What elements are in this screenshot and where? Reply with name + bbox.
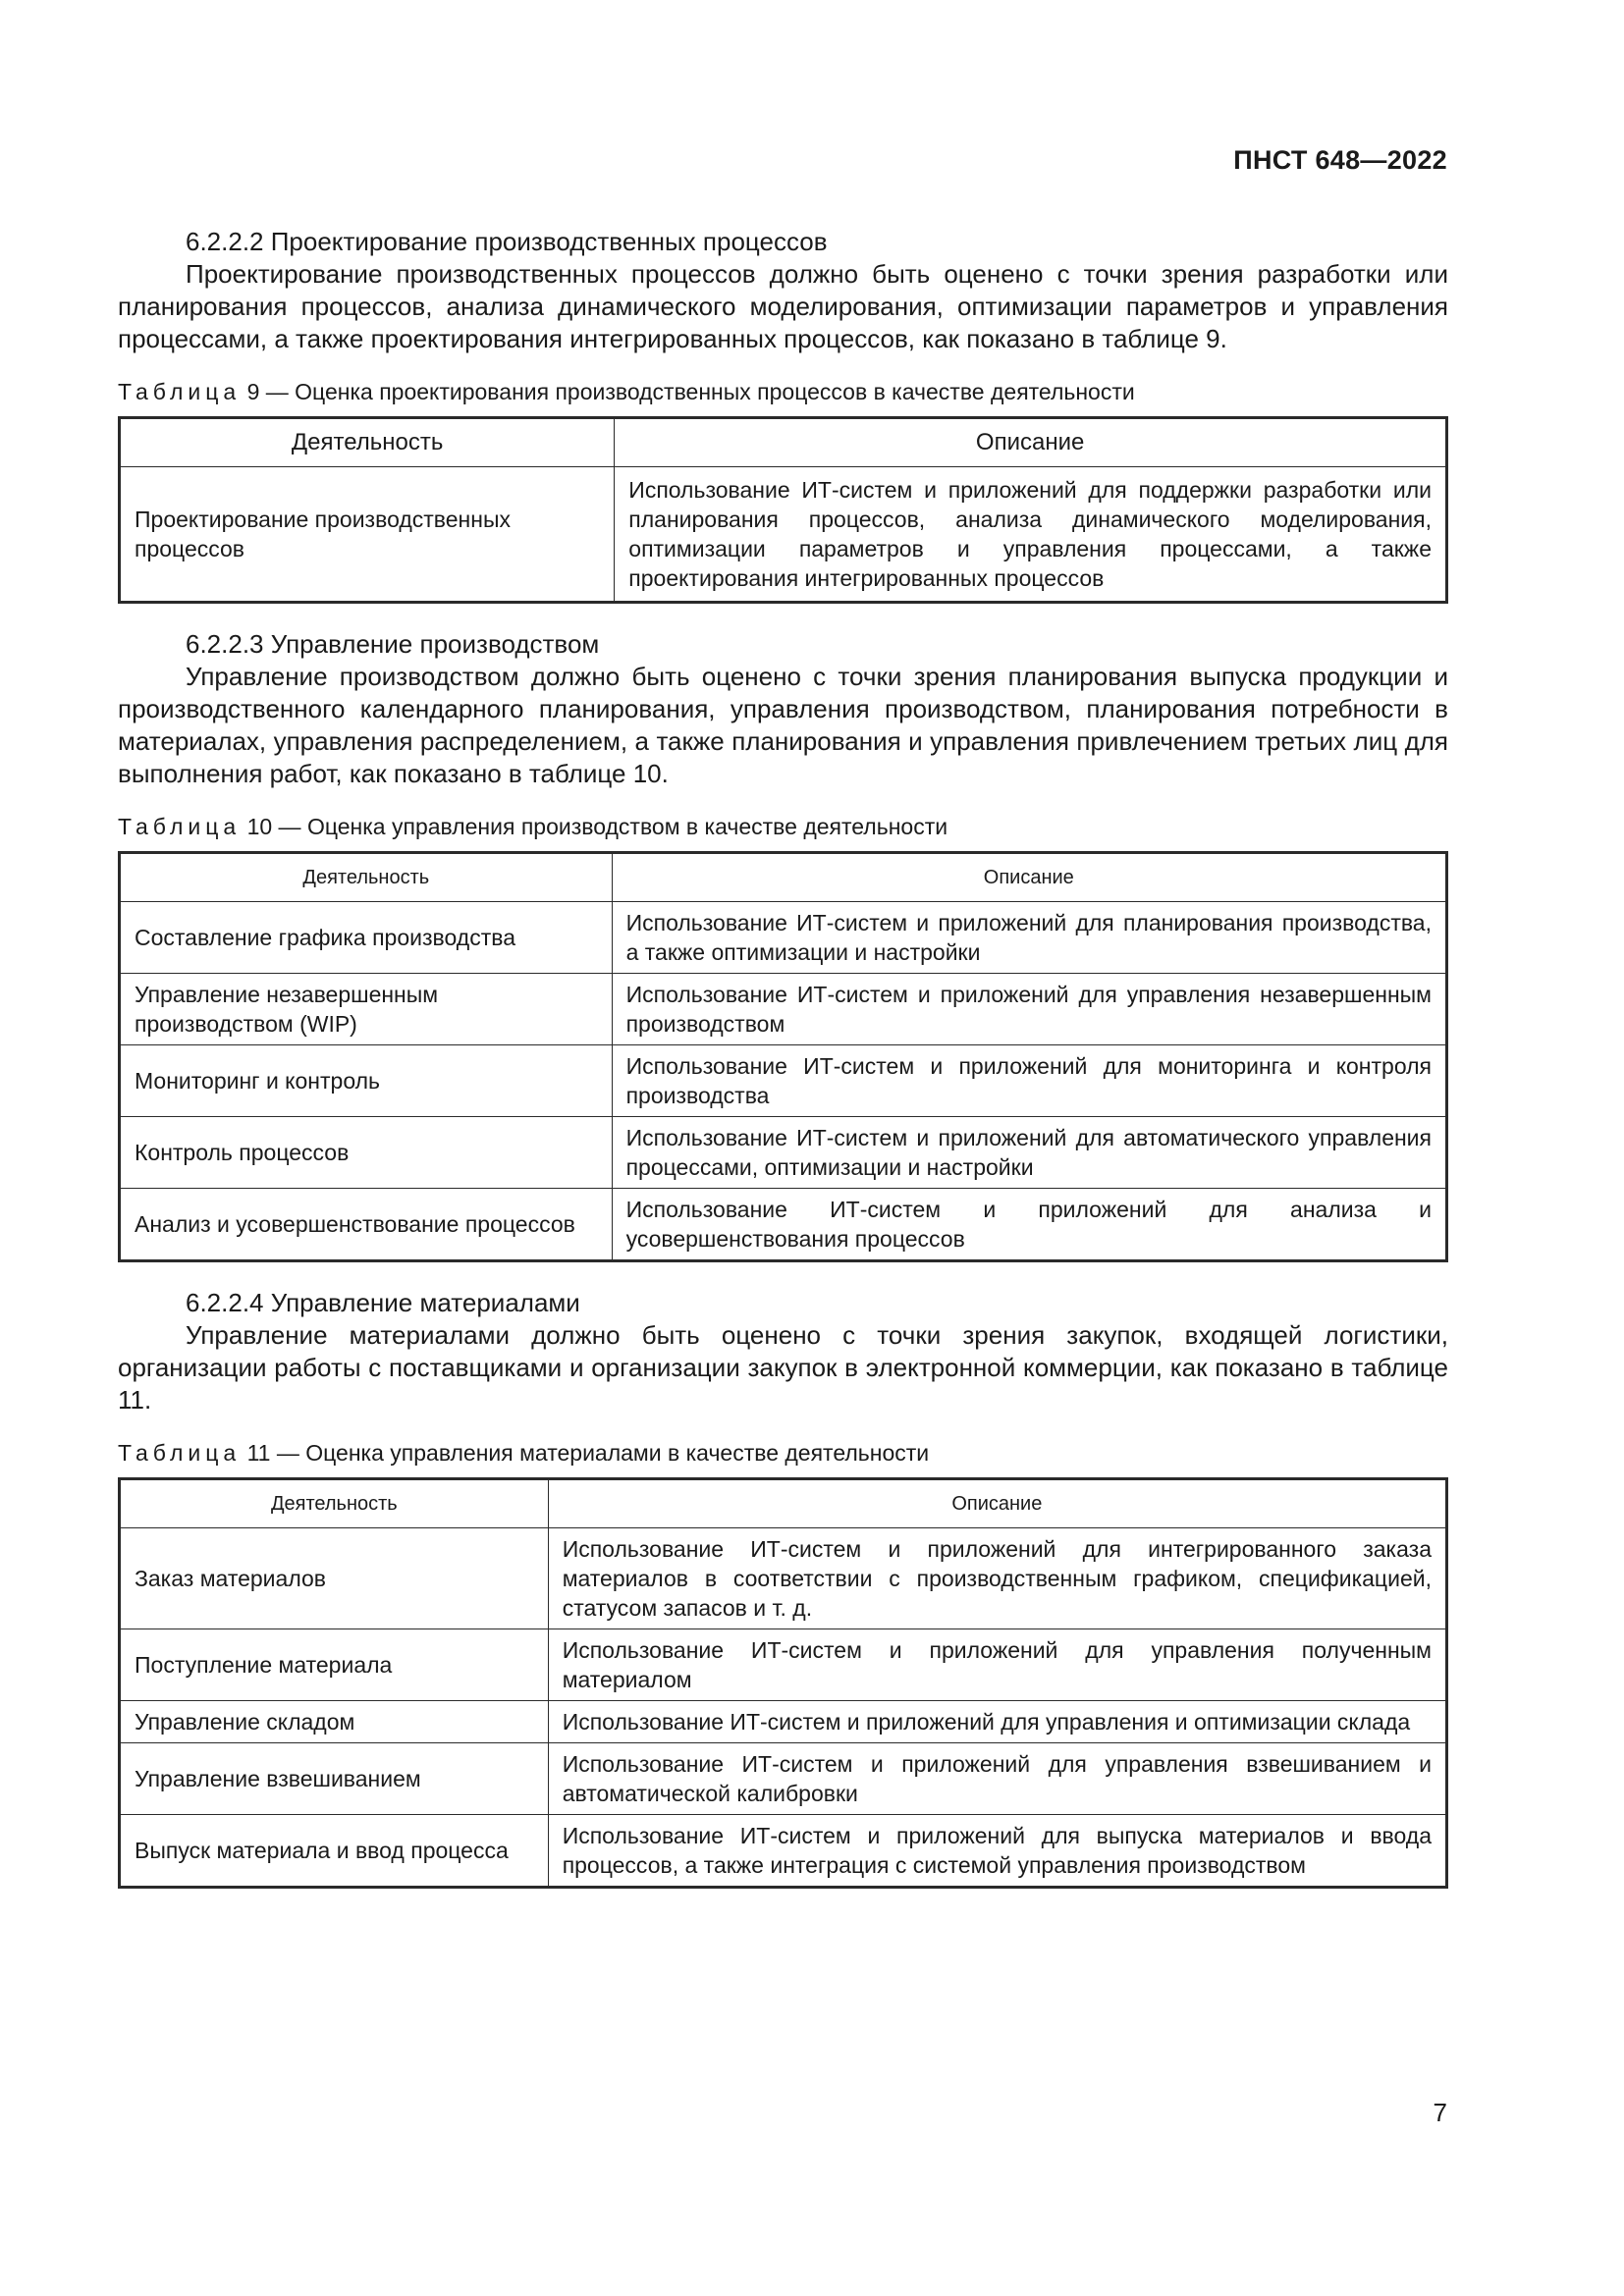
activity-cell: Поступление материала xyxy=(120,1629,549,1701)
description-cell: Использование ИТ-систем и приложений для мониторинга и контроля производства xyxy=(612,1045,1446,1117)
activity-cell: Управление незавершенным производством (WIP) xyxy=(120,974,613,1045)
section-paragraph-6-2-2-3: Управление производством должно быть оценено с точки зрения планирования выпуска продукции и производственного календарного планирования, управления производством, планирования потребности в материалах, управления распределением, а также планирования и управления привлечением третьих лиц для выполнения работ, как показано в таблице 10. xyxy=(118,662,1448,788)
table-header-row xyxy=(120,418,1447,467)
table-9-caption xyxy=(118,377,1448,406)
table-10 xyxy=(118,851,1448,1262)
table-11-caption xyxy=(118,1438,1448,1468)
section-heading-6-2-2-2: 6.2.2.2 Проектирование производственных процессов xyxy=(186,227,828,256)
column-header-description: Описание xyxy=(615,418,1447,467)
table-9-caption-word: Таблица xyxy=(118,379,242,404)
table-row xyxy=(120,902,1447,974)
activity-cell: Выпуск материала и ввод процесса xyxy=(120,1815,549,1888)
table-header-row xyxy=(120,853,1447,902)
activity-cell: Мониторинг и контроль xyxy=(120,1045,613,1117)
table-row xyxy=(120,467,1447,603)
table-10-caption xyxy=(118,812,1448,841)
description-cell: Использование ИТ-систем и приложений для автоматического управления процессами, оптимизации и настройки xyxy=(612,1117,1446,1189)
activity-cell: Управление складом xyxy=(120,1701,549,1743)
table-row xyxy=(120,974,1447,1045)
table-9-caption-text: 9 — Оценка проектирования производственных процессов в качестве деятельности xyxy=(241,379,1135,404)
section-heading-6-2-2-4: 6.2.2.4 Управление материалами xyxy=(186,1288,580,1317)
table-11-caption-text: 11 — Оценка управления материалами в качестве деятельности xyxy=(241,1440,930,1466)
column-header-activity: Деятельность xyxy=(120,1479,549,1528)
table-row xyxy=(120,1701,1447,1743)
page-number: 7 xyxy=(1433,2098,1447,2127)
description-cell: Использование ИТ-систем и приложений для поддержки разработки или планирования процессов, анализа динамического моделирования, оптимизации параметров и управления процессами, а также проектирования интегрированных процессов xyxy=(615,467,1447,603)
section-paragraph-6-2-2-4: Управление материалами должно быть оценено с точки зрения закупок, входящей логистики, организации работы с поставщиками и организации закупок в электронной коммерции, как показано в таблице 11. xyxy=(118,1320,1448,1415)
activity-cell: Контроль процессов xyxy=(120,1117,613,1189)
table-row xyxy=(120,1629,1447,1701)
description-cell: Использование ИТ-систем и приложений для интегрированного заказа материалов в соответствии с производственным графиком, спецификацией, статусом запасов и т. д. xyxy=(548,1528,1446,1629)
table-10-caption-text: 10 — Оценка управления производством в качестве деятельности xyxy=(241,814,948,839)
activity-cell: Проектирование производственных процессов xyxy=(120,467,615,603)
description-cell: Использование ИТ-систем и приложений для анализа и усовершенствования процессов xyxy=(612,1189,1446,1261)
table-row xyxy=(120,1117,1447,1189)
description-cell: Использование ИТ-систем и приложений для управления незавершенным производством xyxy=(612,974,1446,1045)
table-11-caption-word: Таблица xyxy=(118,1440,242,1466)
activity-cell: Составление графика производства xyxy=(120,902,613,974)
table-row xyxy=(120,1528,1447,1629)
column-header-activity: Деятельность xyxy=(120,418,615,467)
table-11 xyxy=(118,1477,1448,1889)
section-heading-6-2-2-3: 6.2.2.3 Управление производством xyxy=(186,629,600,659)
column-header-activity: Деятельность xyxy=(120,853,613,902)
table-row xyxy=(120,1743,1447,1815)
column-header-description: Описание xyxy=(548,1479,1446,1528)
table-9 xyxy=(118,416,1448,604)
activity-cell: Управление взвешиванием xyxy=(120,1743,549,1815)
section-paragraph-6-2-2-2: Проектирование производственных процессов должно быть оценено с точки зрения разработки или планирования процессов, анализа динамического моделирования, оптимизации параметров и управления процессами, а также проектирования интегрированных процессов, как показано в таблице 9. xyxy=(118,259,1448,353)
activity-cell: Заказ материалов xyxy=(120,1528,549,1629)
column-header-description: Описание xyxy=(612,853,1446,902)
description-cell: Использование ИТ-систем и приложений для управления взвешиванием и автоматической калибровки xyxy=(548,1743,1446,1815)
document-code: ПНСТ 648—2022 xyxy=(1233,145,1447,175)
description-cell: Использование ИТ-систем и приложений для управления полученным материалом xyxy=(548,1629,1446,1701)
page-content xyxy=(118,226,1448,1889)
table-header-row xyxy=(120,1479,1447,1528)
description-cell: Использование ИТ-систем и приложений для управления и оптимизации склада xyxy=(548,1701,1446,1743)
table-row xyxy=(120,1815,1447,1888)
description-cell: Использование ИТ-систем и приложений для выпуска материалов и ввода процессов, а также интеграция с системой управления производством xyxy=(548,1815,1446,1888)
description-cell: Использование ИТ-систем и приложений для планирования производства, а также оптимизации и настройки xyxy=(612,902,1446,974)
table-row xyxy=(120,1045,1447,1117)
activity-cell: Анализ и усовершенствование процессов xyxy=(120,1189,613,1261)
table-row xyxy=(120,1189,1447,1261)
table-10-caption-word: Таблица xyxy=(118,814,242,839)
